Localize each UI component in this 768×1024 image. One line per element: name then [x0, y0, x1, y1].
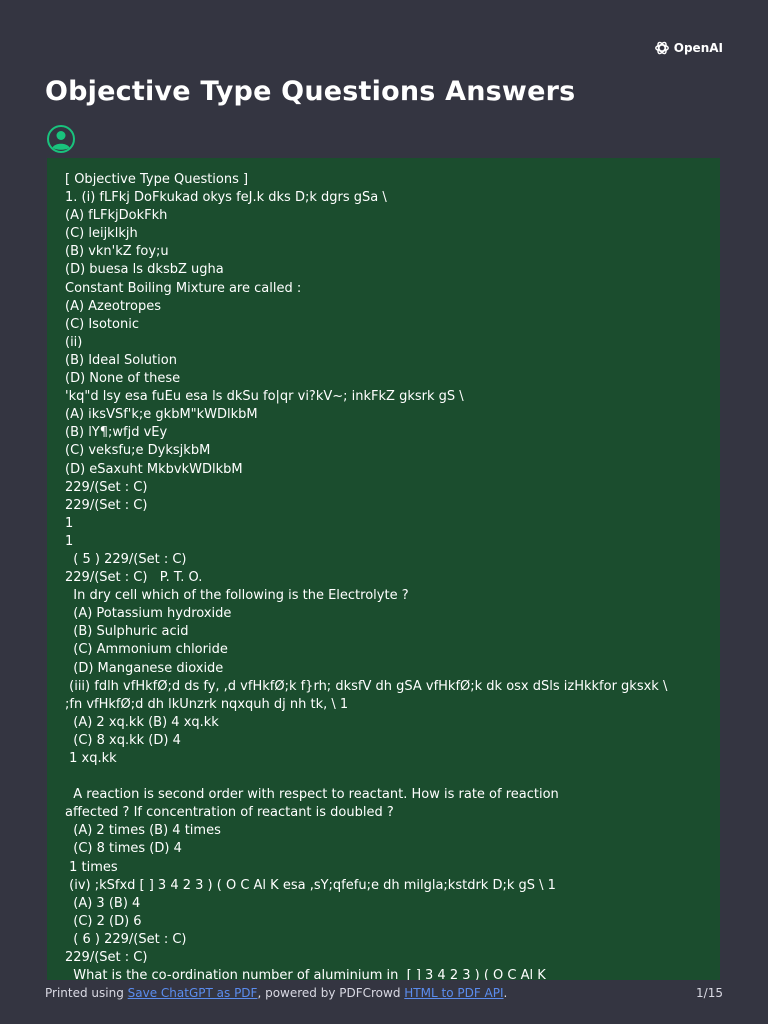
answer-line [65, 768, 720, 786]
footer-printed-text: Printed using [45, 986, 128, 1000]
answer-line: (B) Sulphuric acid [65, 624, 189, 640]
answer-line: 1. (i) fLFkj DoFkukad okys feJ.k dks D;k dgrs gSa \ [65, 190, 387, 206]
answer-line: [ Objective Type Questions ] [65, 172, 249, 187]
answer-line: (B) lY¶;wfjd vEy [65, 425, 168, 441]
footer-period: . [503, 986, 508, 1000]
answer-line: (B) vkn'kZ foy;u [65, 244, 169, 260]
answer-line: A reaction is second order with respect to reactant. How is rate of reaction [65, 787, 559, 803]
answer-line: (D) eSaxuht MkbvkWDlkbM [65, 461, 243, 477]
answer-line: 1 xq.kk [65, 751, 117, 766]
answer-line: ( 6 ) 229/(Set : C) [65, 931, 187, 947]
answer-line: affected ? If concentration of reactant is doubled ? [65, 805, 394, 821]
footer [45, 986, 723, 1000]
answer-line: 229/(Set : C) [65, 497, 148, 513]
answer-line: (A) 2 xq.kk (B) 4 xq.kk [65, 714, 219, 730]
save-chatgpt-pdf-link[interactable]: Save ChatGPT as PDF [127, 986, 258, 1000]
answer-line: (C) 8 xq.kk (D) 4 [65, 732, 181, 748]
footer-credit [45, 986, 507, 1000]
answer-line: 229/(Set : C) [65, 479, 148, 495]
answer-line: 1 [65, 533, 74, 549]
answer-text [47, 158, 720, 980]
answer-line: (C) 2 (D) 6 [65, 913, 142, 929]
answer-line: (C) leijklkjh [65, 226, 138, 242]
answer-line: (iii) fdlh vfHkfØ;d ds fy, ,d vfHkfØ;k f}rh; dksfV dh gSA vfHkfØ;k dk osx dSls izHkkfor gksxk \ [65, 678, 668, 694]
openai-logo-icon [654, 40, 670, 56]
answer-line: (A) 2 times (B) 4 times [65, 823, 221, 839]
answer-line: 229/(Set : C) P. T. O. [65, 570, 203, 586]
answer-line: (C) Isotonic [65, 316, 139, 332]
answer-line: (D) Manganese dioxide [65, 660, 224, 676]
answer-line: (A) Azeotropes [65, 298, 161, 314]
answer-line: What is the co-ordination number of aluminium in [ ] 3 4 2 3 ) ( O C Al K [65, 968, 546, 980]
answer-line: (D) None of these [65, 371, 181, 387]
answer-line: (D) buesa ls dksbZ ugha [65, 262, 224, 278]
page-number: 1/15 [696, 986, 723, 1000]
answer-line: 1 [65, 515, 74, 531]
openai-logo [654, 40, 723, 56]
answer-line: (B) Ideal Solution [65, 352, 177, 368]
answer-line: (C) veksfu;e DyksjkbM [65, 443, 211, 459]
answer-line: 1 times [65, 859, 118, 875]
answer-line: In dry cell which of the following is the Electrolyte ? [65, 588, 409, 604]
user-avatar-icon [46, 124, 76, 154]
answer-line: (ii) [65, 334, 83, 350]
answer-line: 'kq"d lsy esa fuEu esa ls dkSu fo|qr vi?kV~; inkFkZ gksrk gS \ [65, 389, 464, 405]
answer-line: Constant Boiling Mixture are called : [65, 280, 302, 296]
answer-line: (iv) ;kSfxd [ ] 3 4 2 3 ) ( O C Al K esa ,sY;qfefu;e dh milgla;kstdrk D;k gS \ 1 [65, 877, 556, 893]
answer-line: (A) Potassium hydroxide [65, 606, 232, 622]
answer-line: (C) Ammonium chloride [65, 642, 228, 658]
answer-line: (C) 8 times (D) 4 [65, 841, 182, 857]
answer-line: 229/(Set : C) [65, 950, 148, 966]
answer-line: (A) fLFkjDokFkh [65, 208, 168, 224]
answer-line: ;fn vfHkfØ;d dh lkUnzrk nqxquh dj nh tk, \ 1 [65, 696, 349, 712]
answer-line: (A) 3 (B) 4 [65, 895, 141, 911]
answer-line: ( 5 ) 229/(Set : C) [65, 551, 187, 567]
page-title: Objective Type Questions Answers [45, 76, 576, 107]
answer-line: (A) iksVSf'k;e gkbM"kWDlkbM [65, 407, 258, 423]
html-to-pdf-api-link[interactable]: HTML to PDF API [404, 986, 504, 1000]
answer-content-box [47, 158, 720, 980]
footer-powered-text: , powered by PDFCrowd [257, 986, 405, 1000]
openai-logo-text: OpenAI [673, 41, 723, 55]
